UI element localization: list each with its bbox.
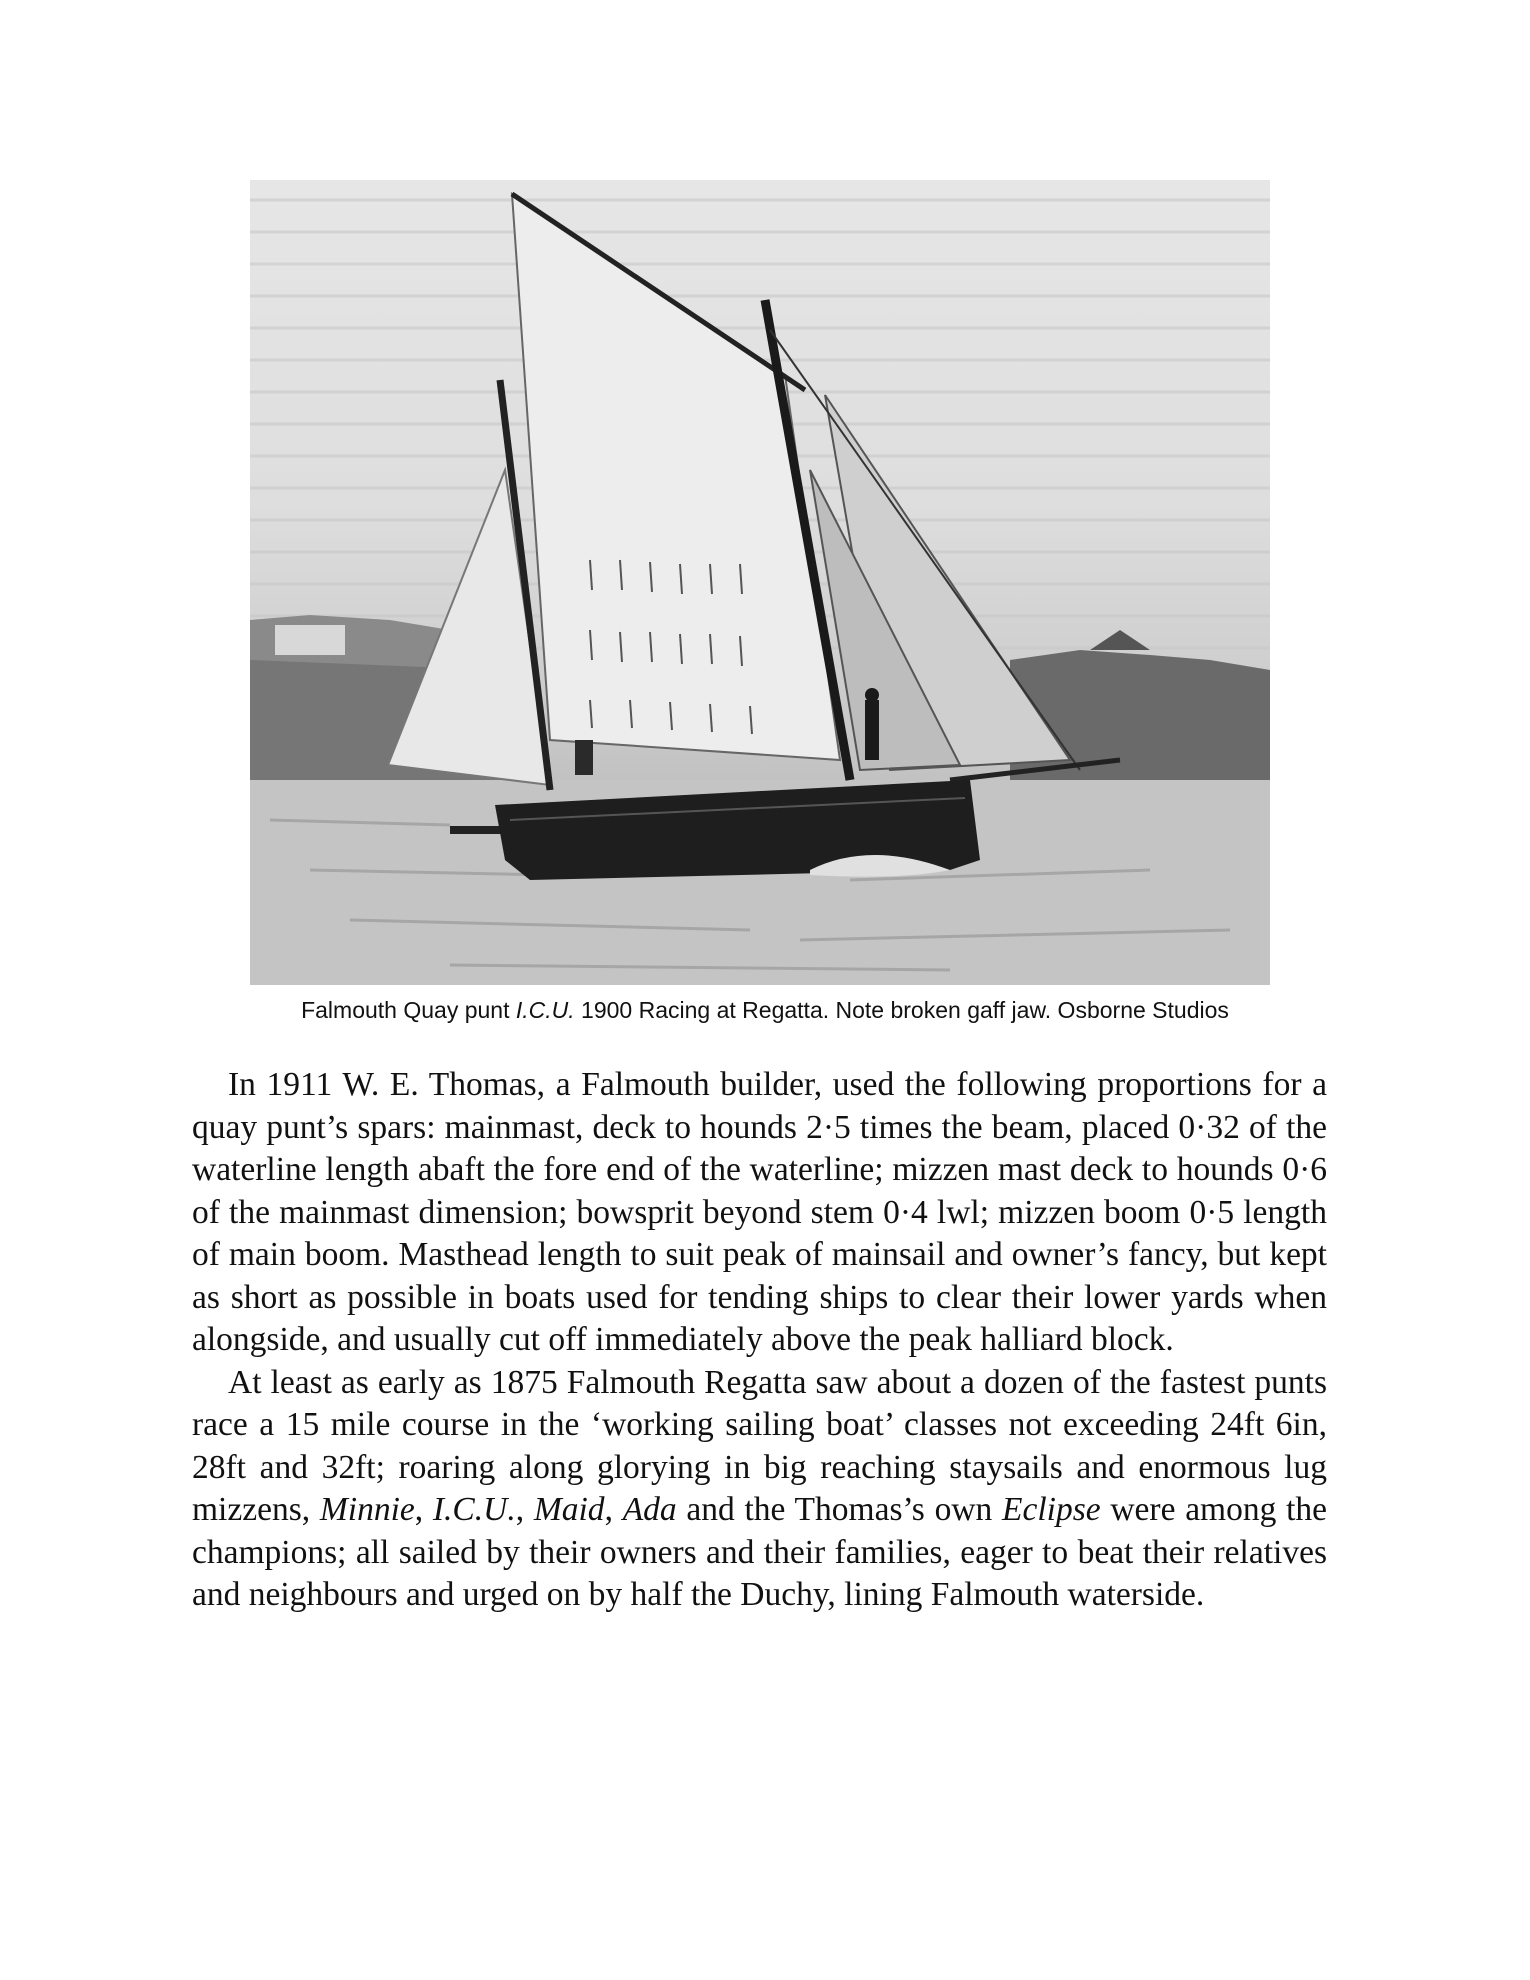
punctuation: , xyxy=(414,1491,433,1528)
boat-name-icu: I.C.U. xyxy=(432,1491,516,1528)
boat-name-ada: Ada xyxy=(622,1491,677,1528)
caption-suffix: 1900 Racing at Regatta. Note broken gaff jaw. Osborne Studios xyxy=(574,997,1229,1023)
body-text xyxy=(192,1064,1327,1617)
boat-photograph xyxy=(250,180,1270,985)
paragraph-text: In 1911 W. E. Thomas, a Falmouth builder, used the following proportions for a quay punt’s spars: mainmast, deck to hounds 2·5 times the beam, placed 0·32 of the waterline length abaft the fore end of the waterline; mizzen mast deck to hounds 0·6 of the mainmast dimension; bowsprit beyond stem 0·4 lwl; mizzen boom 0·5 length of main boom. Masthead length to suit peak of mainsail and owner’s fancy, but kept as short as possible in boats used for tending ships to clear their lower yards when alongside, and usually cut off immediately above the peak halliard block. xyxy=(192,1066,1327,1358)
paragraph-text: At least as early as 1875 Falmouth Regatta saw about a dozen of the fastest punts race a 15 mile course in the ‘working sailing boat’ classes not exceeding 24ft 6in, 28ft and 32ft; roaring along glorying in big reaching staysails and enormous lug mizzens, xyxy=(192,1363,1327,1528)
boat-name-eclipse: Eclipse xyxy=(1002,1491,1101,1528)
caption-boat-name: I.C.U. xyxy=(515,997,575,1023)
paragraph-2 xyxy=(192,1362,1327,1617)
figure-caption xyxy=(160,997,1370,1024)
boat-name-minnie: Minnie xyxy=(319,1491,415,1528)
punctuation: , xyxy=(604,1491,623,1528)
punctuation: , xyxy=(515,1491,534,1528)
caption-prefix: Falmouth Quay punt xyxy=(301,997,516,1023)
paragraph-1 xyxy=(192,1064,1327,1362)
paragraph-text: and the Thomas’s own xyxy=(676,1491,1003,1528)
sailboat-illustration xyxy=(250,180,1270,985)
paragraph-text: were among the champions; all sailed by their owners and their families, eager to beat their relatives and neighbours and urged on by half the Duchy, lining Falmouth waterside. xyxy=(192,1491,1328,1613)
boat-name-maid: Maid xyxy=(533,1491,605,1528)
